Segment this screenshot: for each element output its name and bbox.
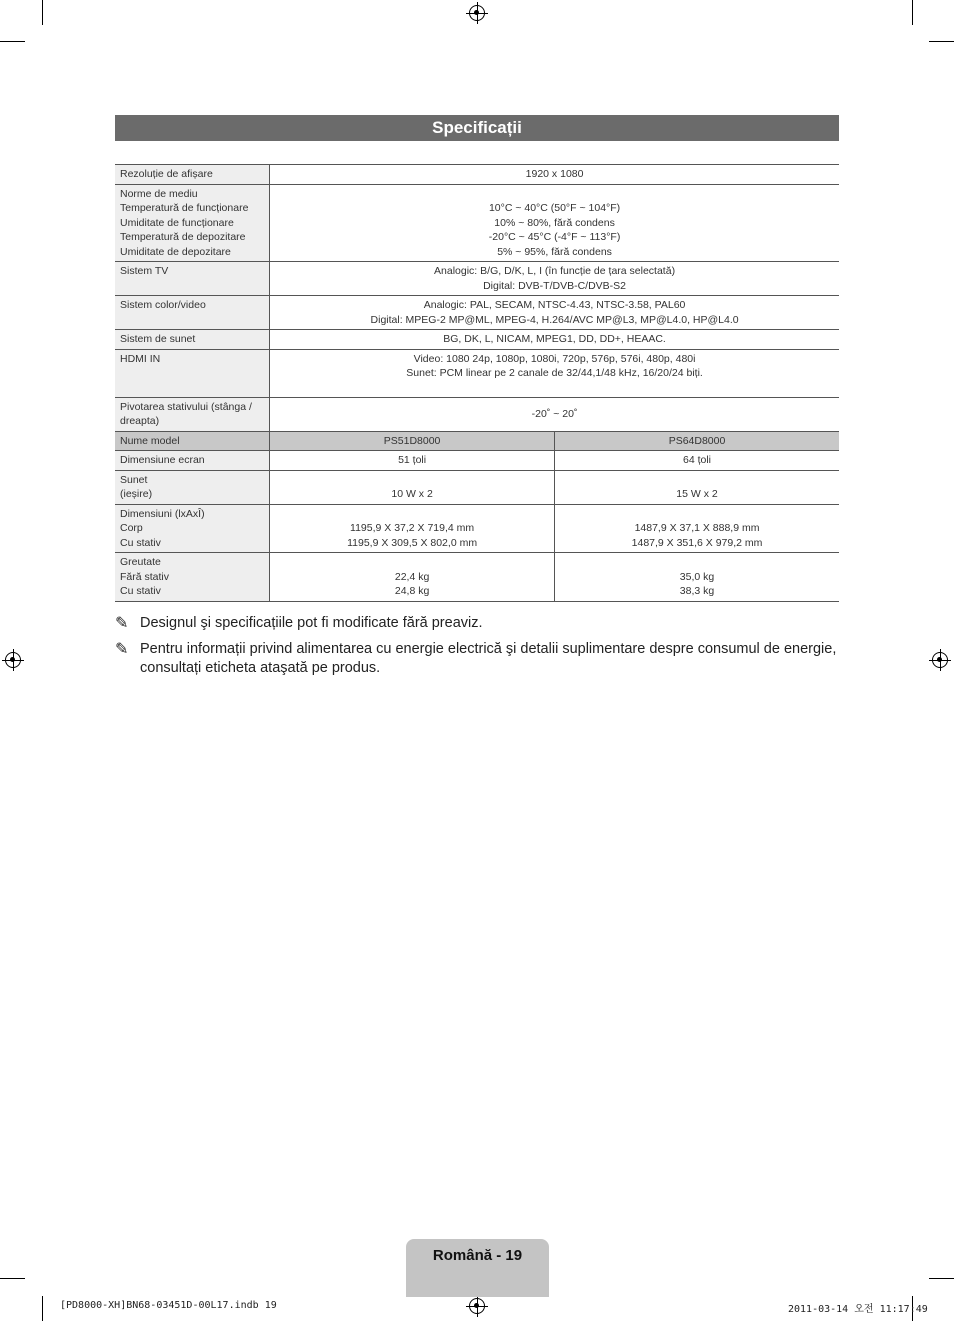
model-value: 1487,9 X 37,1 X 888,9 mm (634, 522, 760, 534)
spec-label-cell (115, 262, 270, 296)
model-value-cell (270, 470, 555, 504)
spec-label: HDMI IN (120, 352, 161, 365)
model-value-cell (555, 553, 839, 602)
page-title: Specificații (115, 115, 839, 141)
note-item (115, 640, 839, 678)
spec-value: 1920 x 1080 (525, 168, 584, 180)
spec-label: Sistem color/video (120, 299, 206, 311)
pencil-icon: ✎ (115, 615, 129, 632)
model-value-cell (270, 451, 555, 471)
specifications-table (115, 164, 839, 602)
spec-label: Sistem TV (120, 265, 169, 277)
model-value-cell (555, 431, 839, 451)
spec-value-cell (270, 349, 839, 397)
spec-value-cell (270, 296, 839, 330)
spec-label-cell (115, 330, 270, 350)
model-value: 10 W x 2 (391, 488, 433, 500)
spec-value-cell (270, 184, 839, 262)
spec-value: Digital: DVB-T/DVB-C/DVB-S2 (483, 279, 627, 292)
table-row (115, 397, 839, 431)
spec-label: Norme de mediu (120, 187, 198, 200)
spec-label: Sistem de sunet (120, 333, 196, 345)
model-label-cell (115, 470, 270, 504)
table-row (115, 451, 839, 471)
spec-label: Rezoluție de afișare (120, 168, 213, 180)
model-value: 64 țoli (683, 454, 712, 466)
model-value: 22,4 kg (394, 570, 430, 583)
crop-mark (42, 0, 43, 25)
footer-timestamp: 2011-03-14 오전 11:17:49 (788, 1304, 928, 1315)
crop-mark (0, 1278, 25, 1279)
model-value: 15 W x 2 (676, 488, 718, 500)
registration-mark-icon (932, 652, 948, 668)
crop-mark (912, 0, 913, 25)
spec-label: Umiditate de depozitare (120, 245, 231, 258)
model-value: 51 țoli (398, 454, 427, 466)
model-label-cell (115, 504, 270, 553)
model-value: 24,8 kg (394, 585, 430, 597)
registration-mark-icon (5, 652, 21, 668)
model-value-cell (270, 431, 555, 451)
model-label: Dimensiuni (lxAxÎ) (120, 507, 205, 520)
model-label-cell (115, 431, 270, 451)
model-value: 35,0 kg (679, 570, 715, 583)
model-value-cell (270, 553, 555, 602)
spec-label-cell (115, 397, 270, 431)
spec-value-cell (270, 262, 839, 296)
spec-value-cell (270, 330, 839, 350)
table-row (115, 504, 839, 553)
model-value: 1195,9 X 309,5 X 802,0 mm (347, 536, 478, 549)
spec-label: Temperatură de depozitare (120, 231, 246, 243)
model-value-cell (270, 504, 555, 553)
spec-value: 5% ~ 95%, fără condens (497, 245, 612, 258)
spec-label: Temperatură de funcționare (120, 202, 249, 214)
table-row (115, 330, 839, 350)
table-row (115, 262, 839, 296)
spec-value: -20˚ ~ 20˚ (531, 407, 578, 420)
model-value: 1487,9 X 351,6 X 979,2 mm (631, 536, 763, 549)
model-value-cell (555, 451, 839, 471)
crop-mark (929, 1278, 954, 1279)
registration-mark-icon (469, 1298, 485, 1314)
model-label: Corp (120, 522, 143, 534)
model-value: PS51D8000 (383, 434, 441, 447)
spec-value-cell (270, 397, 839, 431)
model-value: 1195,9 X 37,2 X 719,4 mm (350, 522, 475, 534)
crop-mark (929, 41, 954, 42)
spec-label-cell (115, 296, 270, 330)
spec-value: Sunet: PCM linear pe 2 canale de 32/44,1/48 kHz, 16/20/24 biți. (406, 367, 703, 379)
table-row (115, 296, 839, 330)
model-value-cell (555, 470, 839, 504)
spec-label-cell (115, 349, 270, 397)
spec-value: -20°C ~ 45°C (-4°F ~ 113°F) (488, 231, 621, 243)
table-row (115, 431, 839, 451)
page-number-tab (406, 1239, 549, 1297)
model-value-cell (555, 504, 839, 553)
spec-label-cell (115, 184, 270, 262)
spec-value: Analogic: PAL, SECAM, NTSC-4.43, NTSC-3.58, PAL60 (423, 299, 686, 311)
registration-mark-icon (469, 5, 485, 21)
model-label: Nume model (120, 434, 180, 447)
model-label: Greutate (120, 556, 161, 568)
page-label: Română - 19 (432, 1247, 523, 1264)
spec-value: 10°C ~ 40°C (50°F ~ 104°F) (488, 202, 621, 214)
footer-file-info: [PD8000-XH]BN68-03451D-00L17.indb 19 (60, 1300, 277, 1311)
table-row (115, 553, 839, 602)
crop-mark (42, 1296, 43, 1321)
model-label-cell (115, 451, 270, 471)
notes-section (115, 614, 839, 685)
crop-mark (0, 41, 25, 42)
table-row (115, 184, 839, 262)
model-label: Cu stativ (120, 585, 161, 597)
model-label: (ieșire) (120, 488, 153, 500)
spec-value: Digital: MPEG-2 MP@ML, MPEG-4, H.264/AVC MP@L3, MP@L4.0, HP@L4.0 (370, 313, 739, 326)
note-text: Designul şi specificațiile pot fi modificate fără preaviz. (140, 615, 483, 631)
spec-value: Analogic: B/G, D/K, L, I (în funcție de țara selectată) (434, 265, 676, 277)
model-value: 38,3 kg (679, 585, 715, 597)
model-label: Sunet (120, 473, 148, 486)
model-label: Cu stativ (120, 536, 161, 549)
note-text: Pentru informații privind alimentarea cu energie electrică şi detalii suplimentare despre consumul de energie, consultați eticheta ataşată pe produs. (140, 641, 837, 676)
spec-label: Pivotarea stativului (stânga / dreapta) (120, 400, 252, 427)
model-value: PS64D8000 (668, 434, 726, 447)
model-label: Fără stativ (120, 570, 170, 583)
spec-label-cell (115, 165, 270, 185)
pencil-icon: ✎ (115, 641, 129, 658)
spec-value: Video: 1080 24p, 1080p, 1080i, 720p, 576p, 576i, 480p, 480i (413, 352, 696, 365)
table-row (115, 165, 839, 185)
spec-value: BG, DK, L, NICAM, MPEG1, DD, DD+, HEAAC. (443, 333, 666, 345)
table-row (115, 470, 839, 504)
spec-label: Umiditate de funcționare (120, 216, 234, 229)
model-label: Dimensiune ecran (120, 454, 205, 466)
model-label-cell (115, 553, 270, 602)
note-item (115, 614, 839, 633)
table-row (115, 349, 839, 397)
spec-value: 10% ~ 80%, fără condens (494, 216, 615, 229)
spec-value-cell (270, 165, 839, 185)
